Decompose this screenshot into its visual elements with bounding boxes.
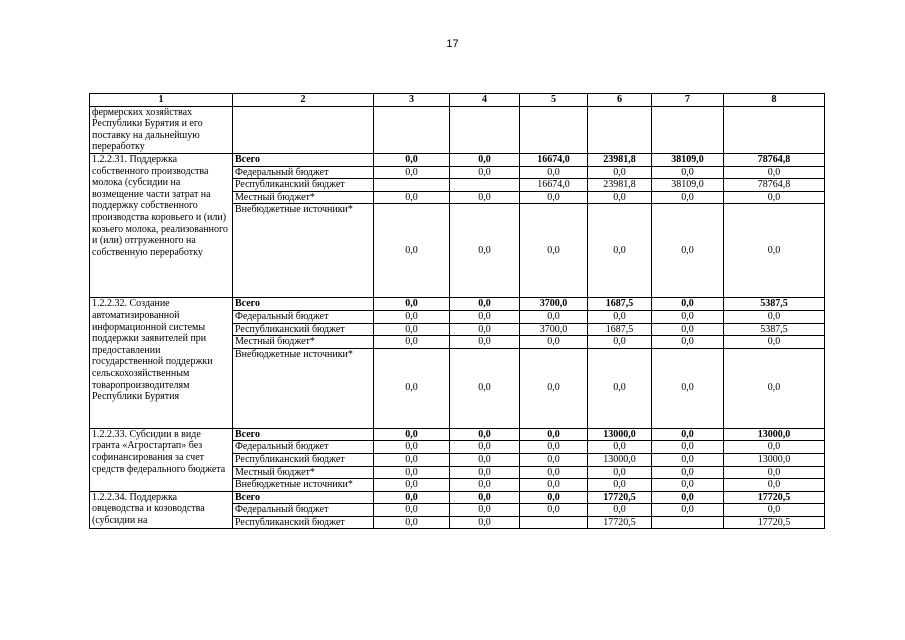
value-cell: 0,0 xyxy=(520,491,588,504)
value-cell: 13000,0 xyxy=(724,428,825,441)
value-cell: 0,0 xyxy=(652,323,724,336)
funding-source: Внебюджетные источники* xyxy=(233,479,374,492)
value-cell: 0,0 xyxy=(374,516,450,529)
value-cell: 0,0 xyxy=(520,204,588,298)
value-cell: 0,0 xyxy=(450,453,520,466)
value-cell xyxy=(374,179,450,192)
value-cell: 0,0 xyxy=(588,336,652,349)
value-cell: 0,0 xyxy=(724,166,825,179)
value-cell: 0,0 xyxy=(652,491,724,504)
value-cell: 5387,5 xyxy=(724,298,825,311)
value-cell: 0,0 xyxy=(374,298,450,311)
value-cell: 0,0 xyxy=(652,336,724,349)
table-row xyxy=(90,298,825,311)
value-cell: 0,0 xyxy=(652,504,724,517)
value-cell: 0,0 xyxy=(588,191,652,204)
value-cell: 0,0 xyxy=(450,204,520,298)
value-cell: 0,0 xyxy=(520,310,588,323)
value-cell: 0,0 xyxy=(724,204,825,298)
table-cell xyxy=(724,106,825,153)
value-cell: 0,0 xyxy=(374,166,450,179)
value-cell: 0,0 xyxy=(450,348,520,428)
table-cell xyxy=(520,106,588,153)
funding-source: Всего xyxy=(233,153,374,166)
value-cell: 3700,0 xyxy=(520,298,588,311)
value-cell: 0,0 xyxy=(588,204,652,298)
value-cell: 0,0 xyxy=(588,479,652,492)
measure-description: 1.2.2.32. Создание автоматизированной информационной системы поддержки заявителей при предоставлении государственной поддержки сельскохозяйственным товаропроизводителям Республики Бурятия xyxy=(90,298,233,428)
column-header: 5 xyxy=(520,94,588,107)
value-cell: 0,0 xyxy=(724,336,825,349)
value-cell: 0,0 xyxy=(724,441,825,454)
value-cell: 0,0 xyxy=(374,153,450,166)
value-cell: 0,0 xyxy=(374,204,450,298)
value-cell: 13000,0 xyxy=(588,428,652,441)
budget-table xyxy=(89,93,825,529)
value-cell: 0,0 xyxy=(652,166,724,179)
value-cell: 1687,5 xyxy=(588,323,652,336)
funding-source: Местный бюджет* xyxy=(233,336,374,349)
value-cell: 0,0 xyxy=(450,153,520,166)
value-cell: 0,0 xyxy=(520,479,588,492)
value-cell: 0,0 xyxy=(374,310,450,323)
column-header: 1 xyxy=(90,94,233,107)
value-cell: 17720,5 xyxy=(724,516,825,529)
value-cell: 3700,0 xyxy=(520,323,588,336)
value-cell: 0,0 xyxy=(450,191,520,204)
page-number: 17 xyxy=(446,38,459,50)
column-header: 8 xyxy=(724,94,825,107)
value-cell: 0,0 xyxy=(652,298,724,311)
funding-source: Всего xyxy=(233,428,374,441)
value-cell: 78764,8 xyxy=(724,179,825,192)
value-cell xyxy=(450,179,520,192)
table-row xyxy=(90,153,825,166)
value-cell: 0,0 xyxy=(724,466,825,479)
value-cell: 0,0 xyxy=(450,516,520,529)
value-cell: 0,0 xyxy=(652,310,724,323)
value-cell: 0,0 xyxy=(724,479,825,492)
table-cell xyxy=(588,106,652,153)
value-cell: 0,0 xyxy=(450,479,520,492)
funding-source: Федеральный бюджет xyxy=(233,166,374,179)
column-header: 6 xyxy=(588,94,652,107)
value-cell: 5387,5 xyxy=(724,323,825,336)
value-cell: 0,0 xyxy=(374,479,450,492)
value-cell: 0,0 xyxy=(450,298,520,311)
value-cell: 0,0 xyxy=(520,336,588,349)
value-cell: 0,0 xyxy=(652,348,724,428)
value-cell: 0,0 xyxy=(450,166,520,179)
value-cell: 0,0 xyxy=(652,466,724,479)
column-header: 3 xyxy=(374,94,450,107)
value-cell: 0,0 xyxy=(520,441,588,454)
value-cell: 17720,5 xyxy=(588,491,652,504)
value-cell: 0,0 xyxy=(724,504,825,517)
value-cell: 1687,5 xyxy=(588,298,652,311)
value-cell: 0,0 xyxy=(724,348,825,428)
continuation-description: фермерских хозяйствах Республики Бурятия и его поставку на дальнейшую переработку xyxy=(90,106,233,153)
value-cell: 13000,0 xyxy=(724,453,825,466)
column-header: 4 xyxy=(450,94,520,107)
value-cell: 0,0 xyxy=(520,466,588,479)
value-cell: 0,0 xyxy=(450,441,520,454)
value-cell xyxy=(652,516,724,529)
value-cell: 78764,8 xyxy=(724,153,825,166)
value-cell: 0,0 xyxy=(374,348,450,428)
table-cell xyxy=(233,106,374,153)
value-cell: 0,0 xyxy=(520,453,588,466)
measure-description: 1.2.2.31. Поддержка собственного производства молока (субсидии на возмещение части затрат на поддержку собственного производства коровьего и (или) козьего молока, реализованного и (или) отгруженного на собственную переработку xyxy=(90,153,233,297)
measure-description: 1.2.2.33. Субсидии в виде гранта «Агростартап» без софинансирования за счет средств федерального бюджета xyxy=(90,428,233,491)
value-cell: 0,0 xyxy=(374,191,450,204)
funding-source: Федеральный бюджет xyxy=(233,310,374,323)
value-cell: 0,0 xyxy=(520,348,588,428)
value-cell: 0,0 xyxy=(374,428,450,441)
value-cell: 13000,0 xyxy=(588,453,652,466)
value-cell: 17720,5 xyxy=(588,516,652,529)
value-cell: 23981,8 xyxy=(588,153,652,166)
measure-description: 1.2.2.34. Поддержка овцеводства и козоводства (субсидии на xyxy=(90,491,233,529)
table-row xyxy=(90,428,825,441)
value-cell: 0,0 xyxy=(450,428,520,441)
value-cell: 0,0 xyxy=(374,491,450,504)
funding-source: Внебюджетные источники* xyxy=(233,204,374,298)
column-header: 2 xyxy=(233,94,374,107)
value-cell: 0,0 xyxy=(374,504,450,517)
value-cell xyxy=(520,516,588,529)
value-cell: 38109,0 xyxy=(652,153,724,166)
value-cell: 0,0 xyxy=(450,336,520,349)
table-row xyxy=(90,491,825,504)
value-cell: 23981,8 xyxy=(588,179,652,192)
value-cell: 0,0 xyxy=(588,441,652,454)
value-cell: 0,0 xyxy=(520,428,588,441)
value-cell: 0,0 xyxy=(652,453,724,466)
value-cell: 0,0 xyxy=(520,191,588,204)
funding-source: Республиканский бюджет xyxy=(233,453,374,466)
funding-source: Республиканский бюджет xyxy=(233,516,374,529)
value-cell: 0,0 xyxy=(374,466,450,479)
table-cell xyxy=(450,106,520,153)
header-row xyxy=(90,94,825,107)
value-cell: 0,0 xyxy=(450,323,520,336)
value-cell: 0,0 xyxy=(588,348,652,428)
continuation-row xyxy=(90,106,825,153)
value-cell: 0,0 xyxy=(450,310,520,323)
value-cell: 0,0 xyxy=(374,323,450,336)
value-cell: 16674,0 xyxy=(520,179,588,192)
value-cell: 0,0 xyxy=(588,166,652,179)
value-cell: 38109,0 xyxy=(652,179,724,192)
value-cell: 0,0 xyxy=(450,466,520,479)
funding-source: Федеральный бюджет xyxy=(233,441,374,454)
value-cell: 16674,0 xyxy=(520,153,588,166)
value-cell: 0,0 xyxy=(374,336,450,349)
value-cell: 0,0 xyxy=(450,504,520,517)
value-cell: 0,0 xyxy=(374,453,450,466)
funding-source: Республиканский бюджет xyxy=(233,179,374,192)
value-cell: 0,0 xyxy=(588,466,652,479)
value-cell: 0,0 xyxy=(652,204,724,298)
value-cell: 0,0 xyxy=(450,491,520,504)
column-header: 7 xyxy=(652,94,724,107)
funding-source: Внебюджетные источники* xyxy=(233,348,374,428)
value-cell: 0,0 xyxy=(588,504,652,517)
funding-source: Местный бюджет* xyxy=(233,466,374,479)
funding-source: Всего xyxy=(233,298,374,311)
funding-source: Местный бюджет* xyxy=(233,191,374,204)
funding-source: Всего xyxy=(233,491,374,504)
table-cell xyxy=(374,106,450,153)
value-cell: 0,0 xyxy=(520,504,588,517)
value-cell: 0,0 xyxy=(652,441,724,454)
value-cell: 0,0 xyxy=(724,310,825,323)
value-cell: 0,0 xyxy=(588,310,652,323)
table-cell xyxy=(652,106,724,153)
value-cell: 0,0 xyxy=(724,191,825,204)
value-cell: 0,0 xyxy=(652,191,724,204)
value-cell: 17720,5 xyxy=(724,491,825,504)
funding-source: Республиканский бюджет xyxy=(233,323,374,336)
value-cell: 0,0 xyxy=(652,428,724,441)
value-cell: 0,0 xyxy=(520,166,588,179)
value-cell: 0,0 xyxy=(652,479,724,492)
value-cell: 0,0 xyxy=(374,441,450,454)
funding-source: Федеральный бюджет xyxy=(233,504,374,517)
